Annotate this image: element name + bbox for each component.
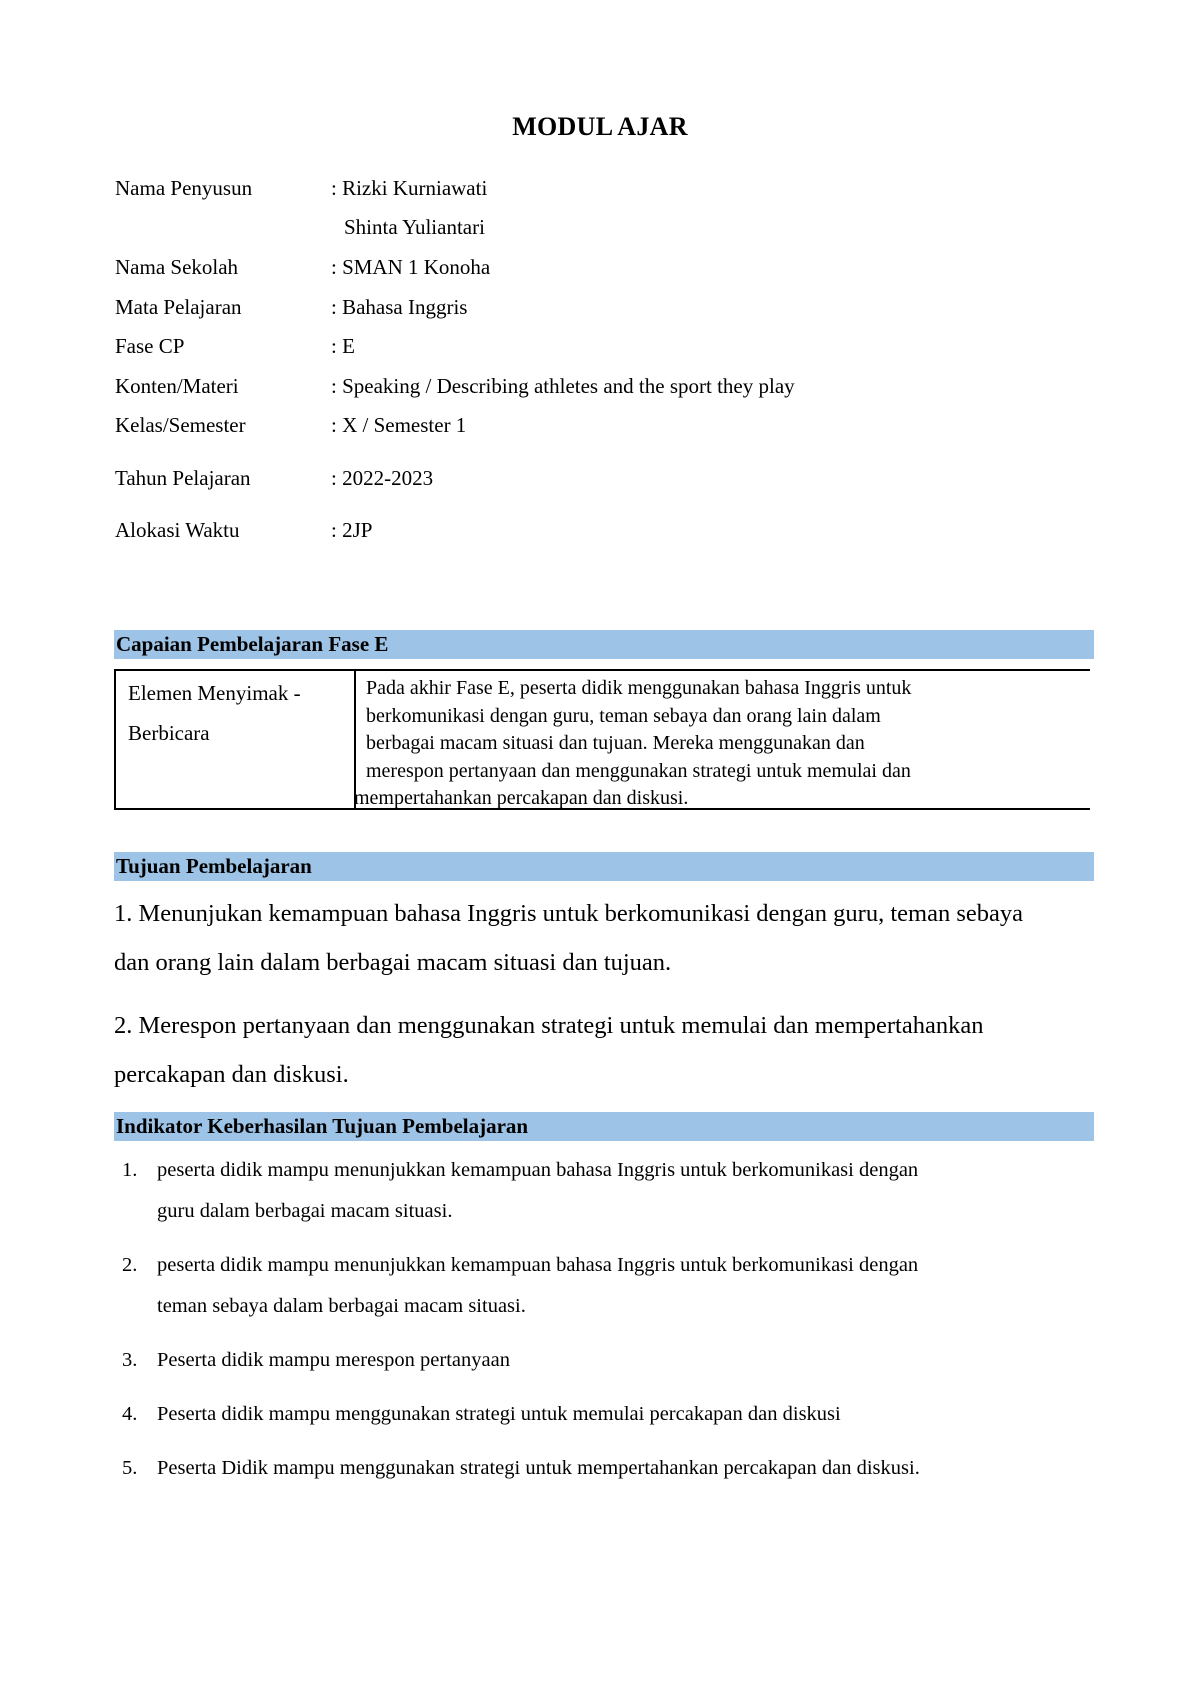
- description-line: merespon pertanyaan dan menggunakan strategi untuk memulai dan: [366, 759, 911, 782]
- tujuan-item: [114, 1001, 1184, 1099]
- list-item: [114, 1340, 1094, 1381]
- meta-label: Nama Penyusun: [115, 176, 253, 200]
- meta-value: : Bahasa Inggris: [331, 295, 468, 319]
- list-item: [114, 1150, 1094, 1232]
- list-text: guru dalam berbagai macam situasi.: [157, 1200, 453, 1222]
- capaian-heading: Capaian Pembelajaran Fase E: [114, 630, 1094, 659]
- meta-value: : 2JP: [331, 518, 373, 542]
- meta-value: Shinta Yuliantari: [344, 215, 485, 239]
- page-title: MODUL AJAR: [512, 112, 688, 141]
- meta-label: Kelas/Semester: [115, 413, 246, 437]
- list-text: peserta didik mampu menunjukkan kemampuan bahasa Inggris untuk berkomunikasi dengan: [157, 1159, 919, 1181]
- list-item: [114, 1448, 1094, 1489]
- meta-label: Konten/Materi: [115, 374, 239, 398]
- tujuan-item: [114, 889, 1184, 987]
- tujuan-line: 2. Merespon pertanyaan dan menggunakan strategi untuk memulai dan mempertahankan: [114, 1012, 984, 1039]
- list-text: Peserta didik mampu menggunakan strategi untuk memulai percakapan dan diskusi: [157, 1403, 841, 1425]
- description-line: berkomunikasi dengan guru, teman sebaya dan orang lain dalam: [366, 704, 881, 727]
- list-number: 3.: [122, 1349, 138, 1371]
- list-item: [114, 1245, 1094, 1327]
- indikator-list: [114, 1150, 1094, 1502]
- element-cell: [128, 673, 348, 753]
- list-text: peserta didik mampu menunjukkan kemampuan bahasa Inggris untuk berkomunikasi dengan: [157, 1254, 919, 1276]
- meta-label: Fase CP: [115, 334, 185, 358]
- element-label: Berbicara: [128, 721, 210, 745]
- element-label: Elemen Menyimak -: [128, 681, 301, 705]
- meta-label: Nama Sekolah: [115, 255, 239, 279]
- capaian-table: [114, 669, 1090, 810]
- description-cell: [354, 675, 1086, 813]
- meta-value: : Rizki Kurniawati: [331, 176, 488, 200]
- tujuan-heading: Tujuan Pembelajaran: [114, 852, 1094, 881]
- meta-label: Tahun Pelajaran: [115, 466, 251, 490]
- tujuan-line: percakapan dan diskusi.: [114, 1061, 349, 1088]
- meta-value: : SMAN 1 Konoha: [331, 255, 491, 279]
- list-number: 4.: [122, 1403, 138, 1425]
- description-line: mempertahankan percakapan dan diskusi.: [354, 787, 689, 809]
- meta-value: : E: [331, 334, 355, 358]
- meta-label: Mata Pelajaran: [115, 295, 242, 319]
- tujuan-line: dan orang lain dalam berbagai macam situasi dan tujuan.: [114, 949, 672, 976]
- list-text: Peserta Didik mampu menggunakan strategi untuk mempertahankan percakapan dan diskusi.: [157, 1457, 920, 1479]
- list-text: Peserta didik mampu merespon pertanyaan: [157, 1349, 510, 1371]
- list-number: 2.: [122, 1254, 138, 1276]
- meta-value: : Speaking / Describing athletes and the sport they play: [331, 374, 795, 398]
- meta-value: : 2022-2023: [331, 466, 434, 490]
- list-number: 1.: [122, 1159, 138, 1181]
- description-line: Pada akhir Fase E, peserta didik menggunakan bahasa Inggris untuk: [366, 677, 912, 699]
- tujuan-line: 1. Menunjukan kemampuan bahasa Inggris untuk berkomunikasi dengan guru, teman sebaya: [114, 900, 1023, 927]
- meta-label: Alokasi Waktu: [115, 518, 240, 542]
- indikator-heading: Indikator Keberhasilan Tujuan Pembelajaran: [114, 1112, 1094, 1141]
- list-number: 5.: [122, 1457, 138, 1479]
- meta-value: : X / Semester 1: [331, 413, 467, 437]
- description-line: berbagai macam situasi dan tujuan. Mereka menggunakan dan: [366, 732, 865, 754]
- list-text: teman sebaya dalam berbagai macam situasi.: [157, 1295, 526, 1317]
- list-item: [114, 1394, 1094, 1435]
